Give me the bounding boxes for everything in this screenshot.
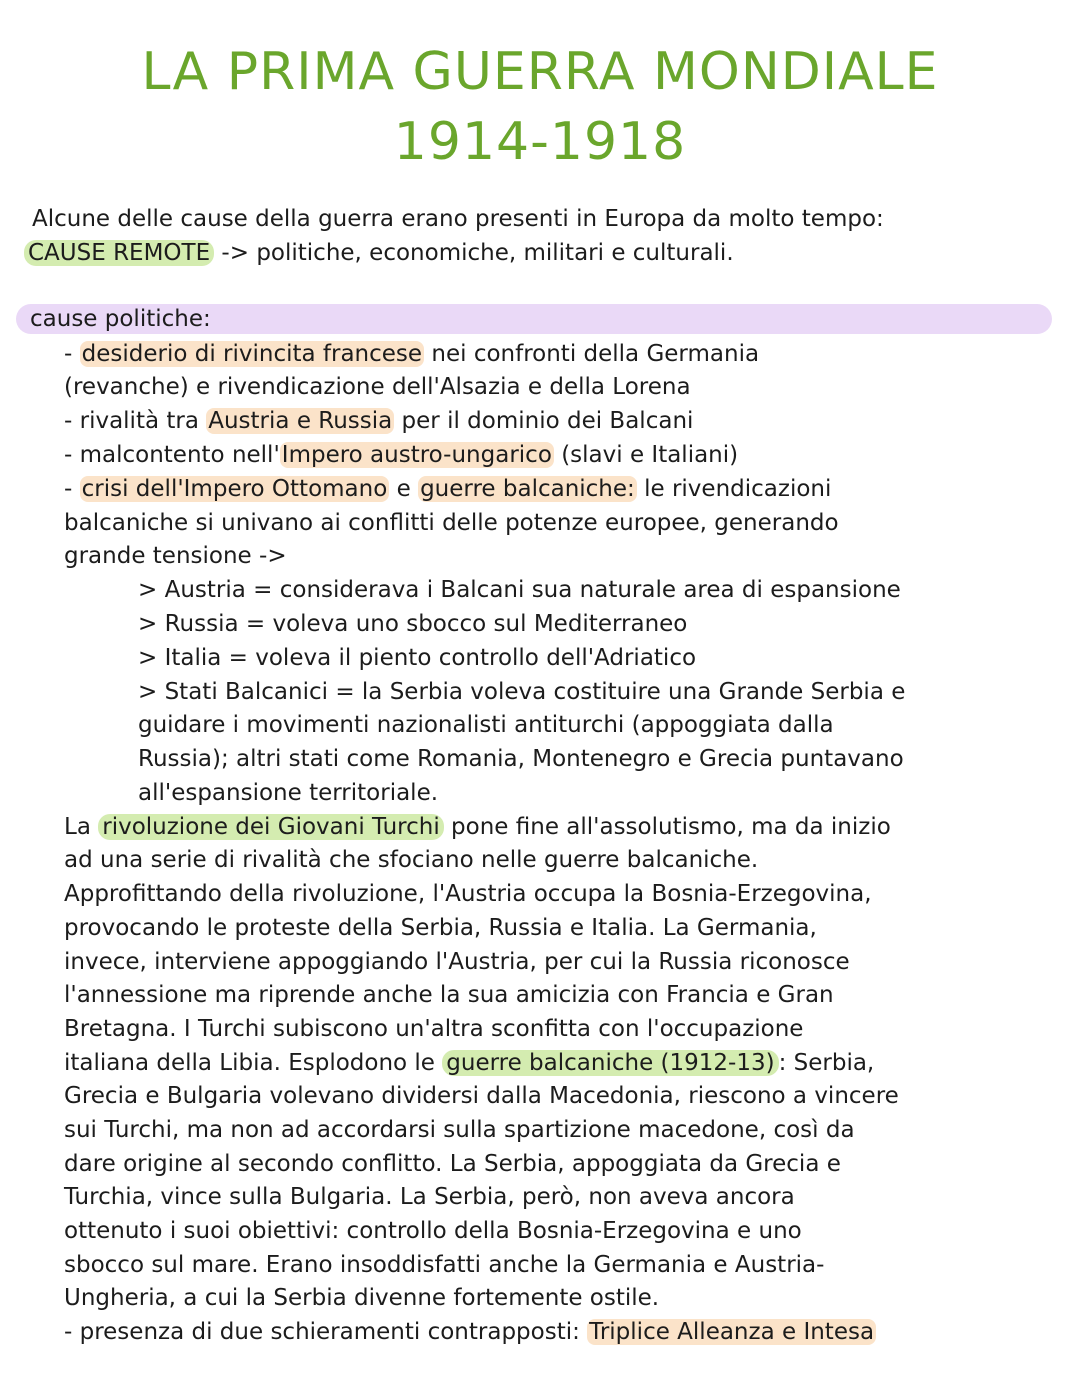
paragraph-text: pone fine all'assolutismo, ma da inizio xyxy=(443,814,891,840)
bullet-text: per il dominio dei Balcani xyxy=(394,408,694,434)
subpoint-stati-balcanici-cont: all'espansione territoriale. xyxy=(138,780,439,806)
bullet-3 xyxy=(64,438,738,472)
bullet-2 xyxy=(64,404,693,438)
highlight-revanche: desiderio di rivincita francese xyxy=(81,341,423,367)
section-heading: cause politiche: xyxy=(30,306,211,332)
paragraph-line: Approfittando della rivoluzione, l'Austria occupa la Bosnia-Erzegovina, xyxy=(64,881,872,907)
intro-line: Alcune delle cause della guerra erano presenti in Europa da molto tempo: xyxy=(32,206,884,232)
subpoint-russia: > Russia = voleva uno sbocco sul Mediterraneo xyxy=(138,611,688,637)
bullet-4 xyxy=(64,472,831,506)
intro-remote-causes xyxy=(24,236,734,270)
bullet-4-cont: balcaniche si univano ai conflitti delle potenze europee, generando xyxy=(64,510,839,536)
bullet-text: (slavi e Italiani) xyxy=(553,442,739,468)
page-subtitle-years: 1914-1918 xyxy=(393,112,687,172)
paragraph-line xyxy=(64,810,891,844)
paragraph-line: ad una serie di rivalità che sfociano nelle guerre balcaniche. xyxy=(64,847,759,873)
paragraph-line: l'annessione ma riprende anche la sua amicizia con Francia e Gran xyxy=(64,982,834,1008)
paragraph-text: : Serbia, xyxy=(778,1050,875,1076)
bullet-text: nei confronti della Germania xyxy=(424,341,760,367)
highlight-guerre-balcaniche: guerre balcaniche: xyxy=(420,476,635,502)
bullet-dash: - xyxy=(64,341,80,367)
bullet-text: - presenza di due schieramenti contrapposti: xyxy=(64,1319,588,1345)
paragraph-line: dare origine al secondo conflitto. La Serbia, appoggiata da Grecia e xyxy=(64,1151,841,1177)
highlight-impero-ottomano: crisi dell'Impero Ottomano xyxy=(81,476,388,502)
subpoint-austria: > Austria = considerava i Balcani sua naturale area di espansione xyxy=(138,577,901,603)
bullet-dash: - xyxy=(64,476,80,502)
paragraph-line: Bretagna. I Turchi subiscono un'altra sconfitta con l'occupazione xyxy=(64,1016,804,1042)
highlight-giovani-turchi: rivoluzione dei Giovani Turchi xyxy=(98,814,444,840)
highlight-impero-austro-ungarico: Impero austro-ungarico xyxy=(281,442,552,468)
subpoint-italia: > Italia = voleva il piento controllo dell'Adriatico xyxy=(138,645,697,671)
subpoint-stati-balcanici: > Stati Balcanici = la Serbia voleva costituire una Grande Serbia e xyxy=(138,679,906,705)
paragraph-line: invece, interviene appoggiando l'Austria, per cui la Russia riconosce xyxy=(64,949,850,975)
remote-causes-list: -> politiche, economiche, militari e culturali. xyxy=(214,240,734,266)
subpoint-stati-balcanici-cont: Russia); altri stati come Romania, Montenegro e Grecia puntavano xyxy=(138,746,904,772)
bullet-4-cont: grande tensione -> xyxy=(64,543,287,569)
paragraph-line: Turchia, vince sulla Bulgaria. La Serbia, però, non aveva ancora xyxy=(64,1184,795,1210)
bullet-text: - malcontento nell' xyxy=(64,442,280,468)
bullet-text: le rivendicazioni xyxy=(636,476,832,502)
highlight-triplice-intesa: Triplice Alleanza e Intesa xyxy=(589,1319,875,1345)
remote-causes-label: CAUSE REMOTE xyxy=(24,240,214,266)
paragraph-line: Grecia e Bulgaria volevano dividersi dalla Macedonia, riescono a vincere xyxy=(64,1083,899,1109)
bullet-text: e xyxy=(389,476,419,502)
paragraph-line: ottenuto i suoi obiettivi: controllo della Bosnia-Erzegovina e uno xyxy=(64,1218,802,1244)
highlight-guerre-balcaniche-date: guerre balcaniche (1912-13) xyxy=(442,1050,778,1076)
highlight-austria-russia: Austria e Russia xyxy=(208,408,393,434)
paragraph-line: sbocco sul mare. Erano insoddisfatti anche la Germania e Austria- xyxy=(64,1252,825,1278)
paragraph-line: sui Turchi, ma non ad accordarsi sulla spartizione macedone, così da xyxy=(64,1117,855,1143)
paragraph-line: Ungheria, a cui la Serbia divenne fortemente ostile. xyxy=(64,1285,660,1311)
bullet-text: - rivalità tra xyxy=(64,408,207,434)
page-title: LA PRIMA GUERRA MONDIALE xyxy=(141,42,939,102)
paragraph-line xyxy=(64,1046,874,1080)
bullet-1-cont: (revanche) e rivendicazione dell'Alsazia e della Lorena xyxy=(64,374,691,400)
bullet-1 xyxy=(64,337,759,371)
paragraph-line: provocando le proteste della Serbia, Russia e Italia. La Germania, xyxy=(64,915,817,941)
paragraph-text: italiana della Libia. Esplodono le xyxy=(64,1050,443,1076)
bullet-alliances xyxy=(64,1315,876,1349)
subpoint-stati-balcanici-cont: guidare i movimenti nazionalisti antiturchi (appoggiata dalla xyxy=(138,712,834,738)
paragraph-text: La xyxy=(64,814,99,840)
